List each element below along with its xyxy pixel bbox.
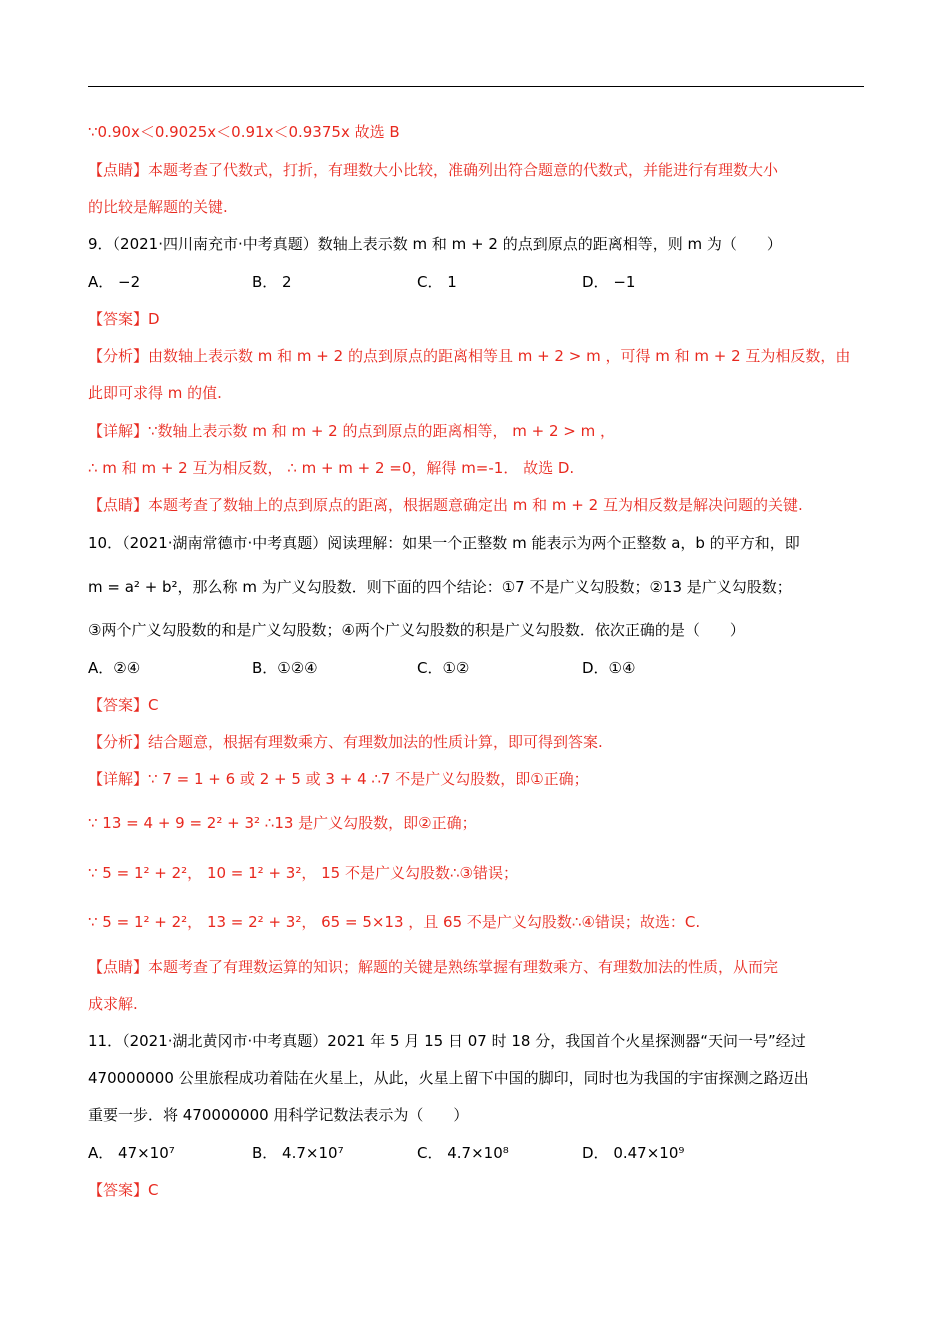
q10-analysis: 【分析】结合题意，根据有理数乘方、有理数加法的性质计算，即可得到答案. bbox=[88, 733, 603, 751]
q11-option-b: B． 4.7×10⁷ bbox=[252, 1144, 344, 1162]
q9-solution-line2: ∴ m 和 m + 2 互为相反数， ∴ m + m + 2 =0，解得 m=-1． 故选 D. bbox=[88, 459, 575, 477]
q11-answer: 【答案】C bbox=[88, 1181, 159, 1199]
q11-option-c: C． 4.7×10⁸ bbox=[417, 1144, 509, 1162]
q10-option-c: C．①② bbox=[417, 659, 470, 677]
q11-stem-line1: 11．（2021·湖北黄冈市·中考真题）2021 年 5 月 15 日 07 时 18 分，我国首个火星探测器“天问一号”经过 bbox=[88, 1032, 806, 1050]
q9-option-d: D． −1 bbox=[582, 273, 636, 291]
q9-answer: 【答案】D bbox=[88, 310, 160, 328]
q10-option-a: A．②④ bbox=[88, 659, 141, 677]
q11-stem-line3: 重要一步．将 470000000 用科学记数法表示为（ ） bbox=[88, 1106, 469, 1124]
q10-stem-line2: m = a² + b²，那么称 m 为广义勾股数．则下面的四个结论：①7 不是广义勾股数；②13 是广义勾股数； bbox=[88, 578, 792, 596]
q10-solution-line4: ∵ 5 = 1² + 2²， 13 = 2² + 3²， 65 = 5×13 ，且 65 不是广义勾股数∴④错误；故选：C. bbox=[88, 913, 701, 931]
q10-comment-line2: 成求解. bbox=[88, 995, 138, 1013]
q9-option-b: B． 2 bbox=[252, 273, 292, 291]
q9-stem: 9．（2021·四川南充市·中考真题）数轴上表示数 m 和 m + 2 的点到原点的距离相等，则 m 为（ ） bbox=[88, 235, 782, 253]
q10-solution-line1: 【详解】∵ 7 = 1 + 6 或 2 + 5 或 3 + 4 ∴7 不是广义勾股数，即①正确； bbox=[88, 770, 589, 788]
q10-comment-line1: 【点睛】本题考查了有理数运算的知识；解题的关键是熟练掌握有理数乘方、有理数加法的性质，从而完 bbox=[88, 958, 779, 976]
q9-solution-line1: 【详解】∵数轴上表示数 m 和 m + 2 的点到原点的距离相等， m + 2 > m ， bbox=[88, 422, 616, 440]
header-rule bbox=[88, 86, 864, 87]
q8-comment-line2: 的比较是解题的关键. bbox=[88, 198, 228, 216]
q9-comment: 【点睛】本题考查了数轴上的点到原点的距离，根据题意确定出 m 和 m + 2 互为相反数是解决问题的关键. bbox=[88, 496, 803, 514]
q8-comment-line1: 【点睛】本题考查了代数式，打折，有理数大小比较，准确列出符合题意的代数式，并能进行有理数大小 bbox=[88, 161, 779, 179]
q10-option-d: D．①④ bbox=[582, 659, 636, 677]
q10-stem-line1: 10．（2021·湖南常德市·中考真题）阅读理解：如果一个正整数 m 能表示为两个正整数 a，b 的平方和，即 bbox=[88, 534, 800, 552]
q10-answer: 【答案】C bbox=[88, 696, 159, 714]
q10-solution-line3: ∵ 5 = 1² + 2²， 10 = 1² + 3²， 15 不是广义勾股数∴③错误； bbox=[88, 864, 518, 882]
q10-option-b: B．①②④ bbox=[252, 659, 318, 677]
q11-stem-line2: 470000000 公里旅程成功着陆在火星上，从此，火星上留下中国的脚印，同时也为我国的宇宙探测之路迈出 bbox=[88, 1069, 809, 1087]
q10-stem-line3: ③两个广义勾股数的和是广义勾股数；④两个广义勾股数的积是广义勾股数．依次正确的是（ ） bbox=[88, 621, 745, 639]
q9-option-c: C． 1 bbox=[417, 273, 457, 291]
q9-analysis-line2: 此即可求得 m 的值. bbox=[88, 384, 222, 402]
q11-option-d: D． 0.47×10⁹ bbox=[582, 1144, 685, 1162]
q11-option-a: A． 47×10⁷ bbox=[88, 1144, 175, 1162]
q9-option-a: A． −2 bbox=[88, 273, 141, 291]
q10-solution-line2: ∵ 13 = 4 + 9 = 2² + 3² ∴13 是广义勾股数，即②正确； bbox=[88, 814, 477, 832]
q9-analysis-line1: 【分析】由数轴上表示数 m 和 m + 2 的点到原点的距离相等且 m + 2 > m ，可得 m 和 m + 2 互为相反数，由 bbox=[88, 347, 851, 365]
q8-conclusion: ∵0.90x＜0.9025x＜0.91x＜0.9375x 故选 B bbox=[88, 123, 400, 141]
